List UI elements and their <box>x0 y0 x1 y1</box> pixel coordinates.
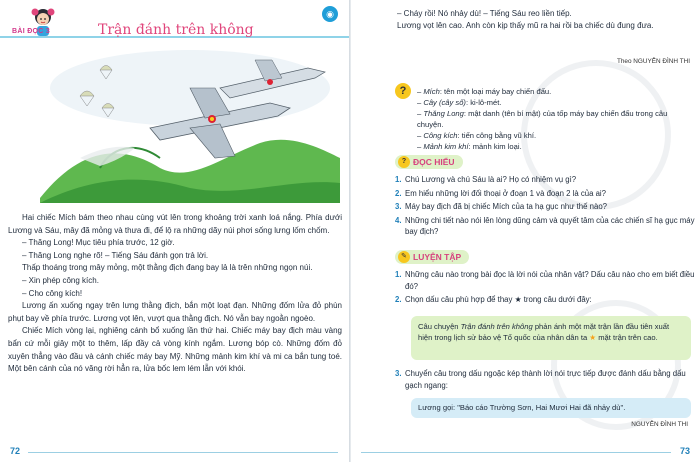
example-sentence-box: Câu chuyện Trận đánh trên không phản ánh một mặt trận lần đầu tiên xuất hiện trong lịch sử bảo vệ Tổ quốc của nhân dân ta ★ mặt trận trên cao. <box>411 316 691 360</box>
quote-box: Lương gọi: "Báo cáo Trường Sơn, Hai Mươi Hai đã nhảy dù". <box>411 398 691 418</box>
glossary-item: – Công kích: tiến công bằng vũ khí. <box>417 131 537 140</box>
story-line: – Cháy rồi! Nó nhảy dù! – Tiếng Sáu reo liền tiếp. <box>397 9 572 18</box>
footer-rule <box>28 452 338 453</box>
question-item: 4. Những chi tiết nào nói lên lòng dũng cảm và quyết tâm của các chiến sĩ hạ gục máy bay địch? <box>395 215 695 236</box>
glossary <box>417 86 687 152</box>
page-number: 72 <box>10 446 21 456</box>
right-page <box>351 0 700 462</box>
story-paragraph: Hai chiếc Mích bám theo nhau cùng vút lên trong khoảng trời xanh loá nắng. Phía dưới Lương và Sáu, mây đã mỏng và thưa đi, để lộ ra những dãy núi phơi sống lưng lốm chốm. <box>8 213 342 235</box>
air-battle-illustration <box>40 48 340 203</box>
question-item: 3. Chuyển câu trong dấu ngoặc kép thành lời nói trực tiếp được đánh dấu bằng dấu gạch ngang: <box>395 369 686 390</box>
glossary-item: – Mích: tên một loại máy bay chiến đấu. <box>417 87 552 96</box>
glossary-item: – Thăng Long: mật danh (tên bí mật) của tốp máy bay chiến đấu trong câu chuyện. <box>417 109 668 129</box>
left-page <box>0 0 349 462</box>
quote-source: NGUYỄN ĐÌNH THI <box>631 421 688 428</box>
footer-rule <box>361 452 671 453</box>
practice-question-3 <box>395 368 695 393</box>
star-icon: ★ <box>589 333 597 342</box>
story-paragraph: – Xin phép công kích. <box>22 275 99 285</box>
story-paragraph: Chiếc Mích vòng lại, nghiêng cánh bổ xuống lần thứ hai. Chiếc máy bay địch màu vàng bẩn cứ mỗi giây một to thêm, lấp đầy cả vòng kính ngắm. Lương bóp cò. Những đốm đỏ xuyên thẳng vào đầu và cánh chiếc máy bay Mỹ. Những mảnh kim khí và mi ca bắn tung toé. Một bên cánh của nó văng rời hẳn ra, lửa bốc lem lém lẫn với khói. <box>8 326 342 374</box>
story-paragraph: Thấp thoáng trong mây mỏng, một thằng địch đang bay lả là trên những ngọn núi. <box>22 263 313 273</box>
lesson-title: Trận đánh trên không <box>98 22 254 38</box>
story-line: Lương vọt lên cao. Anh còn kịp thấy mũ ra hai rồi ba chiếc dù đung đưa. <box>397 21 654 30</box>
story-paragraph: – Cho công kích! <box>22 288 83 298</box>
reading-comprehension-tag: ? ĐỌC HIỂU <box>395 155 463 169</box>
story-paragraph: – Thăng Long nghe rõ! – Tiếng Sáu đánh gọn trả lời. <box>22 250 209 260</box>
question-item: 2. Em hiểu những lời đối thoại ở đoạn 1 và đoạn 2 là của ai? <box>395 188 606 198</box>
practice-tag: ✎ LUYỆN TẬP <box>395 250 469 264</box>
audio-icon[interactable]: ◉ <box>322 6 338 22</box>
page-number: 73 <box>679 446 690 456</box>
story-source: Theo NGUYỄN ĐÌNH THI <box>616 58 690 65</box>
glossary-item: – Cây (cây số): ki-lô-mét. <box>417 98 502 107</box>
question-item: 1. Những câu nào trong bài đọc là lời nói của nhân vật? Dấu câu nào cho em biết điều đó? <box>395 270 695 291</box>
reading-questions <box>395 174 695 240</box>
story-paragraph: Lương ấn xuống ngay trên lưng thằng địch, bắn một loạt đạn. Những đốm lửa đỏ phùn phụt bay về phía trước. Lương vọt lên, vượt qua thằng địch. Nó vẫn bay ngoằn ngoèo. <box>8 301 342 323</box>
story-ending <box>397 8 692 32</box>
story-paragraph: – Thăng Long! Mục tiêu phía trước, 12 giờ. <box>22 238 175 248</box>
glossary-item: – Mảnh kim khí: mảnh kim loại. <box>417 142 522 151</box>
pencil-icon: ✎ <box>398 251 410 263</box>
question-item: 1. Chú Lương và chú Sáu là ai? Họ có nhiệm vụ gì? <box>395 175 577 184</box>
question-mark-icon: ? <box>398 156 410 168</box>
question-item: 2. Chọn dấu câu phù hợp để thay ★ trong câu dưới đây: <box>395 295 592 304</box>
lesson-label: BÀI ĐỌC 3 <box>12 28 51 35</box>
question-mark-icon: ? <box>395 83 411 99</box>
story-text <box>8 212 342 376</box>
question-item: 3. Máy bay địch đã bị chiếc Mích của ta hạ gục như thế nào? <box>395 202 607 211</box>
practice-questions <box>395 269 695 308</box>
